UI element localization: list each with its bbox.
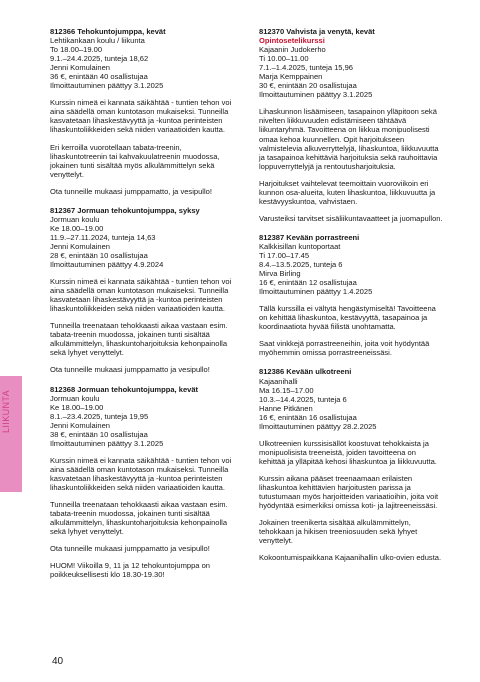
course-description: Harjoitukset vaihtelevat teemoittain vuoroviikoin eri kunnon osa-alueita, kuten lihaskuntoa, liikkuvuutta ja kestävyyskuntoa, vahvistaen. [259, 178, 436, 206]
left-column [50, 27, 232, 589]
course-teacher: Marja Kemppainen [259, 72, 323, 82]
course-price: 16 €, enintään 16 osallistujaa [259, 412, 357, 422]
course-description: Kurssin aikana pääset treenaamaan erilaisten lihaskuntoa kehittävien harjoitusten parissa ja tutustumaan myös harjoitteiden variaatioihin, joita voit hyödyntää esimerkiksi omissa koti- ja lajitreeneissäsi. [259, 473, 439, 511]
course-title: 812370 Vahvista ja venytä, kevät [259, 27, 375, 36]
course-registration: Ilmoittautuminen päättyy 3.1.2025 [50, 438, 164, 448]
course-description: Ota tunneille mukaasi jumppamatto ja vesipullo! [50, 365, 210, 375]
course-812368 [50, 385, 232, 580]
course-time: Ma 16.15–17.00 [259, 385, 314, 395]
course-description: Tunneilla treenataan tehokkaasti aikaa vastaan esim. tabata-treenin muodossa, jokainen tunti sisältää alkulämmittelyn, lihaskuntoharjoituksia kehonpainolla sekä lyhyet venyttelyt. [50, 321, 228, 358]
right-column [259, 27, 443, 572]
course-price: 28 €, enintään 10 osallistujaa [50, 250, 148, 260]
course-description: Eri kerroilla vuorotellaan tabata-treenin, lihaskuntotreenin tai kahvakuulatreenin muodossa, jokainen tunti sisältää myös alkulämmittelyn sekä venyttelyt. [50, 142, 220, 179]
course-time: Ke 18.00–19.00 [50, 223, 104, 233]
course-812367 [50, 206, 232, 375]
course-registration: Ilmoittautuminen päättyy 3.1.2025 [259, 90, 373, 100]
course-description: Saat vinkkejä porrastreeneihin, joita voit hyödyntää myöhemmin omissa porrastreeneissäsi. [259, 339, 430, 358]
course-location: Lehtikankaan koulu / liikunta [50, 36, 145, 46]
course-registration: Ilmoittautuminen päättyy 3.1.2025 [50, 81, 164, 91]
course-dates: 7.1.–1.4.2025, tunteja 15,96 [259, 63, 353, 73]
course-dates: 8.1.–23.4.2025, tunteja 19,95 [50, 411, 149, 421]
course-note: HUOM! Viikoilla 9, 11 ja 12 tehokuntojumppa on poikkeuksellisesti klo 18.30-19.30! [50, 561, 210, 580]
course-time: Ti 10.00–11.00 [259, 54, 309, 64]
course-description: Ota tunneille mukaasi jumppamatto ja vesipullo! [50, 544, 210, 554]
course-title: 812367 Jormuan tehokuntojumppa, syksy [50, 205, 200, 215]
course-description: Kokoontumispaikkana Kajaanihallin ulko-ovien edusta. [259, 553, 442, 563]
course-time: Ke 18.00–19.00 [50, 402, 104, 412]
course-location: Kajaanin Judokerho [259, 45, 326, 55]
course-dates: 11.9.–27.11.2024, tunteja 14,63 [50, 232, 156, 242]
course-description: Kurssin nimeä ei kannata säikähtää - tuntien tehon voi aina säädellä oman kuntotason mukaiseksi. Tunneilla kasvatetaan lihaskestävyyttä ja -kuntoa perinteisten lihaskuntoliikkeiden sekä niiden variaatioiden kautta. [50, 98, 232, 135]
course-812366 [50, 27, 232, 196]
course-description: Kurssin nimeä ei kannata säikähtää - tuntien tehon voi aina säädellä oman kuntotason mukaiseksi. Tunneilla kasvatetaan lihaskestävyyttä ja -kuntoa perinteisten lihaskuntoliikkeiden sekä niiden variaatioiden kautta. [50, 455, 232, 492]
course-price: 30 €, enintään 20 osallistujaa [259, 81, 357, 91]
section-label: LIIKUNTA [1, 389, 11, 433]
course-time: Ti 17.00–17.45 [259, 250, 310, 260]
course-location: Jormuan koulu [50, 393, 100, 403]
course-812387 [259, 233, 443, 358]
course-title: 812366 Tehokuntojumppa, kevät [50, 27, 166, 36]
course-time: To 18.00–19.00 [50, 45, 103, 55]
course-price: 38 €, enintään 10 osallistujaa [50, 429, 148, 439]
course-registration: Ilmoittautuminen päättyy 1.4.2025 [259, 287, 373, 297]
course-registration: Ilmoittautuminen päättyy 4.9.2024 [50, 260, 164, 270]
course-description: Varusteiksi tarvitset sisäliikuntavaatteet ja juomapullon. [259, 213, 443, 223]
course-price: 36 €, enintään 40 osallistujaa [50, 72, 148, 82]
course-description: Tunneilla treenataan tehokkaasti aikaa vastaan esim. tabata-treenin muodossa, jokainen tunti sisältää alkulämmittelyn, lihaskuntoharjoituksia kehonpainolla sekä lyhyet venyttelyt. [50, 500, 228, 537]
course-description: Jokainen treenikerta sisältää alkulämmittelyn, tehokkaan ja hikisen treeniosuuden sekä lyhyet venyttelyt. [259, 518, 418, 546]
course-price: 16 €, enintään 12 osallistujaa [259, 278, 357, 288]
course-dates: 9.1.–24.4.2025, tunteja 18,62 [50, 54, 149, 64]
course-teacher: Jenni Komulainen [50, 420, 110, 430]
course-description: Lihaskunnon lisäämiseen, tasapainon ylläpitoon sekä nivelten liikkuvuuden edistämiseen tähtäävä liikuntaryhmä. Tavoitteena on liikkua monipuolisesti omaa kehoa kuunnellen. Opit harjoitukseen valmistelevia alkuverryttelyjä, lihaskuntoa, liikkuvuutta ja tasapainoa kehittäviä harjoituksia sekä rauhoittavia loppuverryttelyjä ja rentoutusharjoituksia. [259, 107, 439, 171]
course-title: 812387 Kevään porrastreeni [259, 232, 360, 242]
course-812370 [259, 27, 443, 223]
course-registration: Ilmoittautuminen päättyy 28.2.2025 [259, 421, 377, 431]
course-location: Jormuan koulu [50, 214, 100, 224]
course-teacher: Mirva Birling [259, 269, 301, 279]
course-title: 812386 Kevään ulkotreeni [259, 367, 352, 377]
voucher-badge: Opintosetelikurssi [259, 36, 325, 46]
course-title: 812368 Jormuan tehokuntojumppa, kevät [50, 384, 199, 394]
course-description: Tällä kurssilla ei vältytä hengästymiseltä! Tavoitteena on kehittää lihaskuntoa, kestävyyttä, tasapainoa ja koordinaatiota hyvää fiilistä unohtamatta. [259, 304, 436, 332]
course-description: Ulkotreenien kurssisisällöt koostuvat tehokkaista ja monipuolisista treeneistä, joiden tavoitteena on kehittää ja ylläpitää kehosi lihaskuntoa ja liikkuvuutta. [259, 438, 437, 466]
course-teacher: Jenni Komulainen [50, 241, 110, 251]
course-location: Kalkkisillan kuntoportaat [259, 241, 341, 251]
course-teacher: Jenni Komulainen [50, 63, 110, 73]
page-number: 40 [52, 656, 64, 667]
course-description: Ota tunneille mukaasi jumppamatto, ja vesipullo! [50, 186, 212, 196]
course-dates: 10.3.–14.4.2025, tunteja 6 [259, 394, 347, 404]
course-812386 [259, 367, 443, 562]
course-teacher: Hanne Pitkänen [259, 403, 313, 413]
course-location: Kajaanihalli [259, 376, 298, 386]
course-dates: 8.4.–13.5.2025, tunteja 6 [259, 260, 343, 270]
course-description: Kurssin nimeä ei kannata säikähtää - tuntien tehon voi aina säädellä oman kuntotason mukaiseksi. Tunneilla kasvatetaan lihaskestävyyttä ja -kuntoa perinteisten lihaskuntoliikkeiden sekä niiden variaatioiden kautta. [50, 277, 232, 314]
